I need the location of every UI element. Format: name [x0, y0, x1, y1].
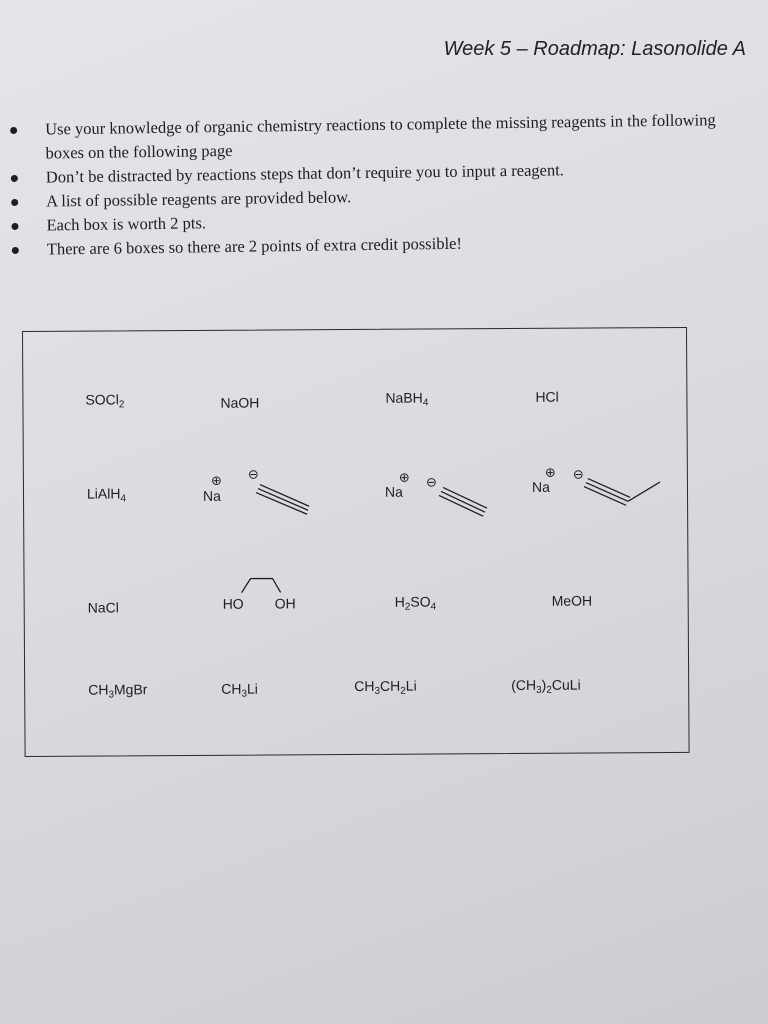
reagent-meoh: MeOH	[551, 592, 593, 609]
triple-bond-line	[441, 491, 485, 512]
minus-charge-icon: ⊖	[247, 466, 259, 482]
reagent-ch3ch2li: $CH_3CH_2Li$	[354, 677, 417, 697]
ethylene-glycol-structure	[214, 570, 304, 621]
bullet-icon	[11, 199, 18, 206]
sodium-label: Na	[384, 483, 403, 500]
instruction-text: Each box is worth 2 pts.	[46, 213, 207, 235]
plus-charge-icon: ⊕	[544, 464, 556, 480]
reagent-socl2: SOCl$_2$	[85, 391, 125, 411]
triple-bond-line	[586, 482, 628, 501]
triple-bond-line	[443, 487, 487, 508]
reagent-nabh4: NaBH$_4$	[385, 389, 429, 409]
page-title: Week 5 – Roadmap: Lasonolide A	[443, 38, 746, 60]
plus-charge-icon: ⊕	[210, 472, 222, 488]
sodium-acetylide-structure	[196, 460, 316, 521]
hydroxyl-label: HO	[222, 595, 244, 612]
triple-bond-line	[256, 492, 307, 514]
reagent-ch3-2-culi: $(CH_3)_2CuLi$	[511, 676, 581, 696]
ethylene-bond-line	[242, 578, 281, 592]
hydroxyl-label: OH	[274, 595, 296, 612]
reagent-ch3mgbr: $CH_3MgBr$	[88, 681, 148, 701]
reagent-list-box	[22, 327, 690, 757]
bullet-icon	[10, 127, 17, 134]
sodium-acetylide-structure	[379, 459, 499, 520]
instruction-text: Use your knowledge of organic chemistry reactions to complete the missing reagents in the following boxes on the following page	[45, 110, 716, 163]
reagent-naoh: NaOH	[220, 394, 260, 411]
triple-bond-line	[584, 486, 626, 505]
reagent-ch3li: $CH_3Li$	[221, 680, 258, 700]
instruction-list	[10, 108, 752, 262]
instruction-text: A list of possible reagents are provided below.	[46, 187, 352, 211]
sodium-label: Na	[202, 487, 221, 504]
minus-charge-icon: ⊖	[425, 474, 437, 490]
triple-bond-line	[588, 478, 630, 497]
reagent-lialh4: LiAlH$_4$	[86, 485, 127, 505]
instruction-text: Don’t be distracted by reactions steps that don’t require you to input a reagent.	[45, 160, 565, 187]
bullet-icon	[11, 175, 18, 182]
reagent-nacl: NaCl	[87, 599, 119, 616]
reagent-hcl: HCl	[535, 388, 559, 405]
sodium-label: Na	[531, 478, 550, 495]
bullet-icon	[11, 223, 18, 230]
bullet-icon	[12, 247, 19, 254]
instruction-text: There are 6 boxes so there are 2 points of extra credit possible!	[46, 233, 463, 259]
triple-bond-line	[439, 495, 483, 516]
reagent-h2so4: $H_2SO_4$	[394, 593, 437, 613]
triple-bond-line	[260, 484, 309, 506]
minus-charge-icon: ⊖	[572, 466, 584, 482]
plus-charge-icon: ⊕	[398, 469, 410, 485]
sodium-propynide-structure	[520, 452, 670, 513]
triple-bond-line	[258, 488, 308, 510]
methyl-bond-line	[628, 482, 660, 501]
